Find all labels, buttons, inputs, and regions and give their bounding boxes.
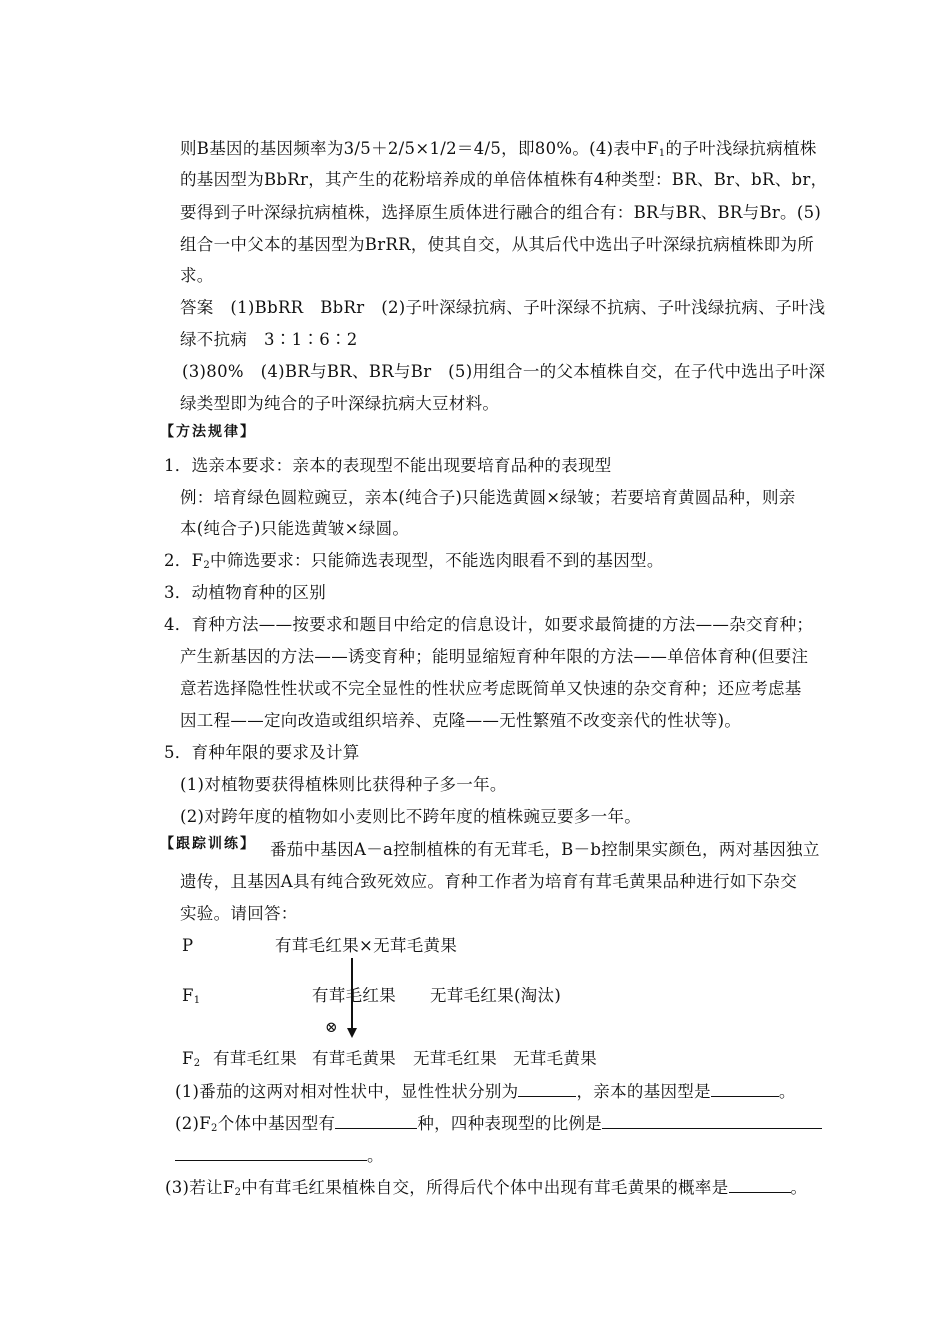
selfing-icon: ⊗ (325, 1018, 338, 1036)
f1-type-b: 无茸毛红果(淘汰) (430, 986, 562, 1005)
answer-blank[interactable] (729, 1176, 791, 1193)
text-line: 则B基因的基因频率为3/5＋2/5×1/2＝4/5，即80%。(4)表中$F_1$的子叶浅绿抗病植株 (180, 139, 817, 159)
answer-line: 答案 (1)BbRR BbRr (2)子叶深绿抗病、子叶深绿不抗病、子叶浅绿抗病、子叶浅 (180, 298, 826, 317)
method-item: (2)对跨年度的植物如小麦则比不跨年度的植株豌豆要多一年。 (180, 807, 642, 826)
p-label: P (182, 936, 194, 955)
method-item: 因工程——定向改造或组织培养、克隆——无性繁殖不改变亲代的性状等)。 (180, 711, 742, 730)
f2-type: 无茸毛黄果 (513, 1049, 597, 1068)
method-item: 4．育种方法——按要求和题目中给定的信息设计，如要求最简捷的方法——杂交育种； (164, 615, 814, 634)
text-line: 组合一中父本的基因型为BrRR，使其自交，从其后代中选出子叶深绿抗病植株即为所 (180, 235, 815, 254)
p-cross: 有茸毛红果×无茸毛黄果 (275, 936, 458, 955)
method-item: 例：培育绿色圆粒豌豆，亲本(纯合子)只能选黄圆×绿皱；若要培育黄圆品种，则亲 (180, 488, 796, 507)
text-line: 的基因型为BbRr，其产生的花粉培养成的单倍体植株有4种类型：BR、Br、bR、br， (180, 170, 828, 189)
text-line: 要得到子叶深绿抗病植株，选择原生质体进行融合的组合有：BR与BR、BR与Br。(5) (180, 203, 822, 222)
method-item: 1．选亲本要求：亲本的表现型不能出现要培育品种的表现型 (164, 456, 612, 475)
training-intro: 番茄中基因A－a控制植株的有无茸毛，B－b控制果实颜色，两对基因独立 (270, 840, 820, 859)
answer-blank[interactable] (711, 1080, 779, 1097)
text-line: 求。 (180, 266, 214, 285)
answer-blank[interactable] (335, 1112, 417, 1129)
question-2: $(2)F_2$个体中基因型有 种，四种表现型的比例是 (175, 1112, 822, 1139)
answer-line: 绿类型即为纯合的子叶深绿抗病大豆材料。 (180, 394, 500, 413)
method-header: 【方法规律】 (160, 424, 256, 440)
training-header: 【跟踪训练】 (160, 836, 256, 852)
method-item: 5．育种年限的要求及计算 (164, 743, 360, 762)
answer-blank[interactable] (175, 1144, 367, 1161)
f1-label: $F_1$ (182, 986, 201, 1006)
arrow-head-icon (347, 1028, 357, 1038)
training-intro: 遗传，且基因A具有纯合致死效应。育种工作者为培育有茸毛黄果品种进行如下杂交 (180, 872, 798, 891)
training-intro: 实验。请回答： (180, 904, 298, 923)
method-item: 本(纯合子)只能选黄皱×绿圆。 (180, 519, 410, 538)
method-item: 意若选择隐性性状或不完全显性的性状应考虑既简单又快速的杂交育种；还应考虑基 (180, 679, 802, 698)
answer-line: 绿不抗病 3∶1∶6∶2 (180, 330, 358, 349)
method-item: 2．$F_2$中筛选要求：只能筛选表现型，不能选肉眼看不到的基因型。 (164, 551, 664, 571)
f1-type-a: 有茸毛红果 (312, 986, 396, 1005)
f2-type: 有茸毛红果 (213, 1049, 297, 1068)
f2-type: 无茸毛红果 (413, 1049, 497, 1068)
answer-line: (3)80% (4)BR与BR、BR与Br (5)用组合一的父本植株自交，在子代中选出子叶深 (182, 362, 826, 381)
question-2-cont: 。 (175, 1144, 384, 1166)
answer-blank[interactable] (602, 1112, 822, 1129)
method-item: 产生新基因的方法——诱变育种；能明显缩短育种年限的方法——单倍体育种(但要注 (180, 647, 809, 666)
method-item: (1)对植物要获得植株则比获得种子多一年。 (180, 775, 507, 794)
method-item: 3．动植物育种的区别 (164, 583, 326, 602)
answer-blank[interactable] (518, 1080, 576, 1097)
question-3: (3)若让$F_2$中有茸毛红果植株自交，所得后代个体中出现有茸毛黄果的概率是 。 (165, 1178, 808, 1198)
question-1: (1)番茄的这两对相对性状中，显性性状分别为 ，亲本的基因型是 。 (175, 1082, 796, 1101)
f2-type: 有茸毛黄果 (312, 1049, 396, 1068)
f2-label: $F_2$ (182, 1049, 201, 1069)
